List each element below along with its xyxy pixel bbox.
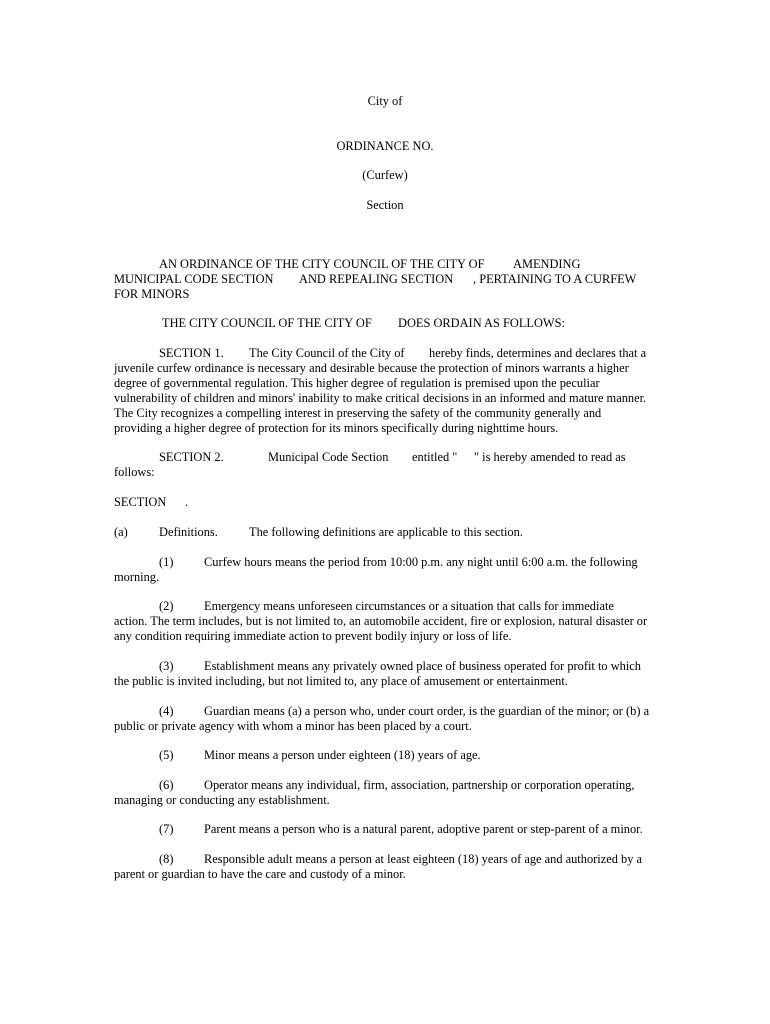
section-heading-label: SECTION [114, 495, 167, 509]
city-title: City of [367, 94, 403, 108]
section-1-text: hereby finds, determines and declares that a [429, 346, 647, 360]
intro-text: AMENDING [513, 257, 581, 271]
section-2-label: SECTION 2. [159, 450, 224, 464]
section-1-body [114, 361, 659, 436]
section-1-text: The City Council of the City of [249, 346, 405, 360]
definition-text: action. The term includes, but is not limited to, an automobile accident, fire or explosion, natural disaster or [114, 614, 648, 628]
definition-number: (2) [159, 599, 174, 613]
definition-number: (8) [159, 852, 174, 866]
definition-text: the public is invited including, but not limited to, any place of amusement or entertainment. [114, 674, 568, 688]
section-2-text: follows: [114, 465, 155, 479]
section-1-line: vulnerability of children and minors' inability to make critical decisions in an informed and mature manner. [114, 391, 647, 405]
definition-text: any condition requiring immediate action to prevent bodily injury or loss of life. [114, 629, 512, 643]
section-1-label: SECTION 1. [159, 346, 224, 360]
intro-text: FOR MINORS [114, 287, 190, 301]
section-1-line: The City recognizes a compelling interest in preserving the safety of the community generally and [114, 406, 602, 420]
intro-text: AND REPEALING SECTION [299, 272, 454, 286]
intro-text: MUNICIPAL CODE SECTION [114, 272, 274, 286]
ordain-text: THE CITY COUNCIL OF THE CITY OF [162, 316, 372, 330]
ordinance-section: Section [366, 198, 404, 212]
definition-number: (3) [159, 659, 174, 673]
definition-text: Responsible adult means a person at least eighteen (18) years of age and authorized by a [204, 852, 642, 866]
section-2-text: " is hereby amended to read as [474, 450, 626, 464]
ordinance-subject: (Curfew) [362, 168, 408, 182]
definition-text: Guardian means (a) a person who, under court order, is the guardian of the minor; or (b) a [204, 704, 650, 718]
definition-number: (6) [159, 778, 174, 792]
definition-text: managing or conducting any establishment. [114, 793, 330, 807]
definition-text: public or private agency with whom a minor has been placed by a court. [114, 719, 472, 733]
definition-text: Minor means a person under eighteen (18) years of age. [204, 748, 481, 762]
intro-text: , PERTAINING TO A CURFEW [473, 272, 637, 286]
section-1-line: degree of governmental regulation. This higher degree of regulation is premised upon the peculiar [114, 376, 600, 390]
definition-number: (5) [159, 748, 174, 762]
section-2-text: entitled " [412, 450, 458, 464]
definitions-text: The following definitions are applicable to this section. [249, 525, 523, 539]
definition-text: parent or guardian to have the care and custody of a minor. [114, 867, 406, 881]
intro-text: AN ORDINANCE OF THE CITY COUNCIL OF THE CITY OF [159, 257, 485, 271]
definition-text: Emergency means unforeseen circumstances or a situation that calls for immediate [204, 599, 614, 613]
definition-text: Operator means any individual, firm, association, partnership or corporation operating, [204, 778, 635, 792]
section-heading-dot: . [185, 495, 189, 509]
definition-number: (7) [159, 822, 174, 836]
definition-text: Establishment means any privately owned place of business operated for profit to which [204, 659, 641, 673]
ordinance-number: ORDINANCE NO. [336, 139, 434, 153]
definition-text: morning. [114, 570, 160, 584]
definitions-marker: (a) [114, 525, 128, 539]
section-1-line: providing a higher degree of protection for its minors specifically during nighttime hours. [114, 421, 559, 435]
definition-text: Parent means a person who is a natural parent, adoptive parent or step-parent of a minor. [204, 822, 643, 836]
definition-text: Curfew hours means the period from 10:00 p.m. any night until 6:00 a.m. the following [204, 555, 638, 569]
definitions-title: Definitions. [159, 525, 218, 539]
definition-number: (4) [159, 704, 174, 718]
section-2-text: Municipal Code Section [268, 450, 389, 464]
section-1-line: juvenile curfew ordinance is necessary and desirable because the protection of minors warrants a higher [114, 361, 629, 375]
ordain-text: DOES ORDAIN AS FOLLOWS: [398, 316, 565, 330]
definition-number: (1) [159, 555, 174, 569]
